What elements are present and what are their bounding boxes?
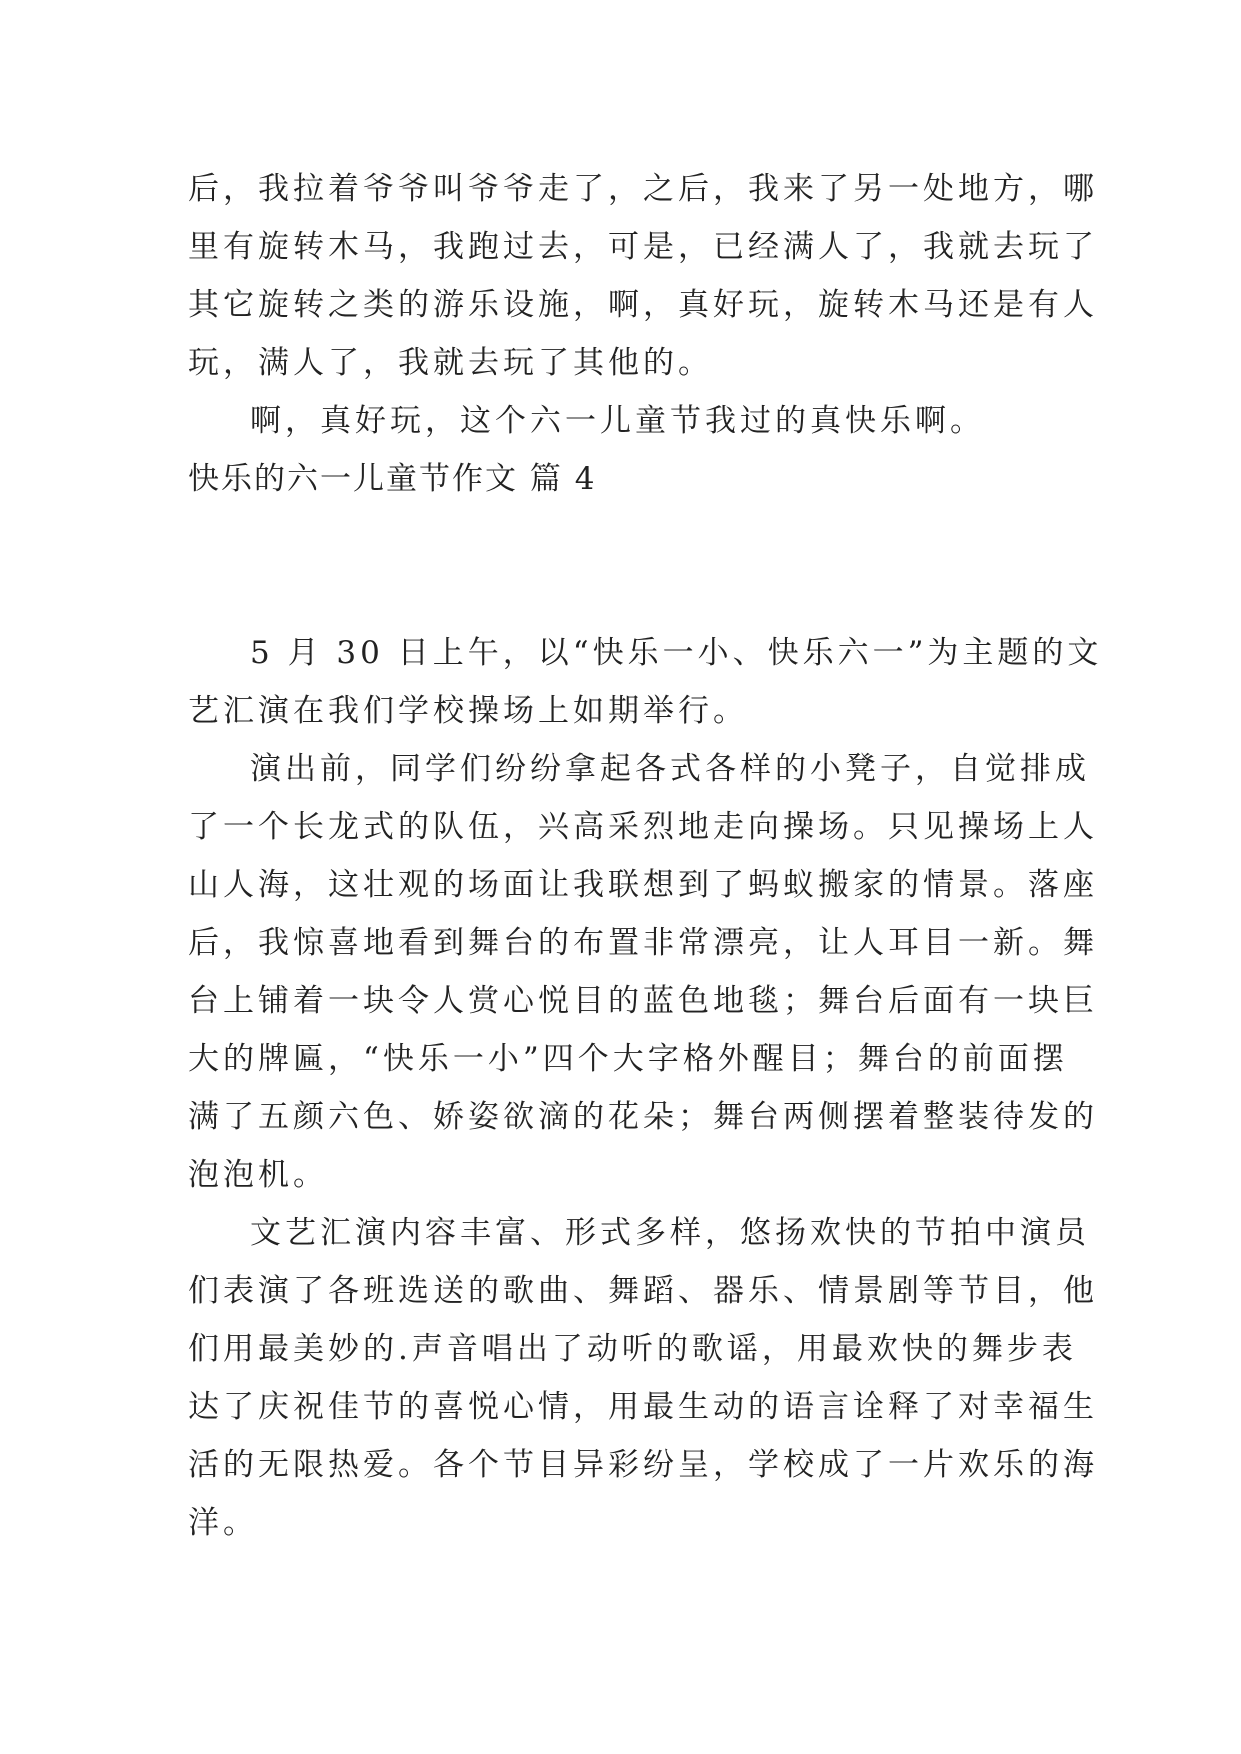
text-line: 后，我拉着爷爷叫爷爷走了，之后，我来了另一处地方，哪 — [188, 171, 1098, 207]
paragraph-1 — [188, 624, 1103, 740]
text-line: 满了五颜六色、娇姿欲滴的花朵；舞台两侧摆着整装待发的 — [188, 1099, 1098, 1135]
text-line: 大的牌匾，“快乐一小”四个大字格外醒目；舞台的前面摆 — [188, 1041, 1068, 1077]
paragraph-3 — [188, 1204, 1098, 1552]
text-line: 文艺汇演内容丰富、形式多样，悠扬欢快的节拍中演员 — [250, 1215, 1090, 1251]
text-line: 里有旋转木马，我跑过去，可是，已经满人了，我就去玩了 — [188, 229, 1098, 265]
closing-paragraph — [188, 392, 1050, 450]
paragraph-2 — [188, 740, 1098, 1204]
text-line: 山人海，这壮观的场面让我联想到了蚂蚁搬家的情景。落座 — [188, 867, 1098, 903]
spacer — [188, 508, 1050, 624]
text-line: 了一个长龙式的队伍，兴高采烈地走向操场。只见操场上人 — [188, 809, 1098, 845]
text-line: 们表演了各班选送的歌曲、舞蹈、器乐、情景剧等节目，他 — [188, 1273, 1098, 1309]
text-line: 玩，满人了，我就去玩了其他的。 — [188, 345, 713, 381]
text-line: 演出前，同学们纷纷拿起各式各样的小凳子，自觉排成 — [250, 751, 1090, 787]
document-body — [188, 160, 1103, 1552]
text-line: 们用最美妙的.声音唱出了动听的歌谣，用最欢快的舞步表 — [188, 1331, 1077, 1367]
section-heading: 快乐的六一儿童节作文 篇 4 — [188, 461, 597, 497]
text-line: 啊，真好玩，这个六一儿童节我过的真快乐啊。 — [250, 403, 985, 439]
text-line: 5 月 30 日上午，以“快乐一小、快乐六一”为主题的文 — [250, 635, 1103, 671]
text-line: 后，我惊喜地看到舞台的布置非常漂亮，让人耳目一新。舞 — [188, 925, 1098, 961]
text-line: 达了庆祝佳节的喜悦心情，用最生动的语言诠释了对幸福生 — [188, 1389, 1098, 1425]
intro-paragraph — [188, 160, 1098, 392]
text-line: 活的无限热爱。各个节目异彩纷呈，学校成了一片欢乐的海 — [188, 1447, 1098, 1483]
text-line: 艺汇演在我们学校操场上如期举行。 — [188, 693, 748, 729]
text-line: 台上铺着一块令人赏心悦目的蓝色地毯；舞台后面有一块巨 — [188, 983, 1098, 1019]
text-line: 洋。 — [188, 1505, 258, 1541]
text-line: 其它旋转之类的游乐设施，啊，真好玩，旋转木马还是有人 — [188, 287, 1098, 323]
text-line: 泡泡机。 — [188, 1157, 328, 1193]
